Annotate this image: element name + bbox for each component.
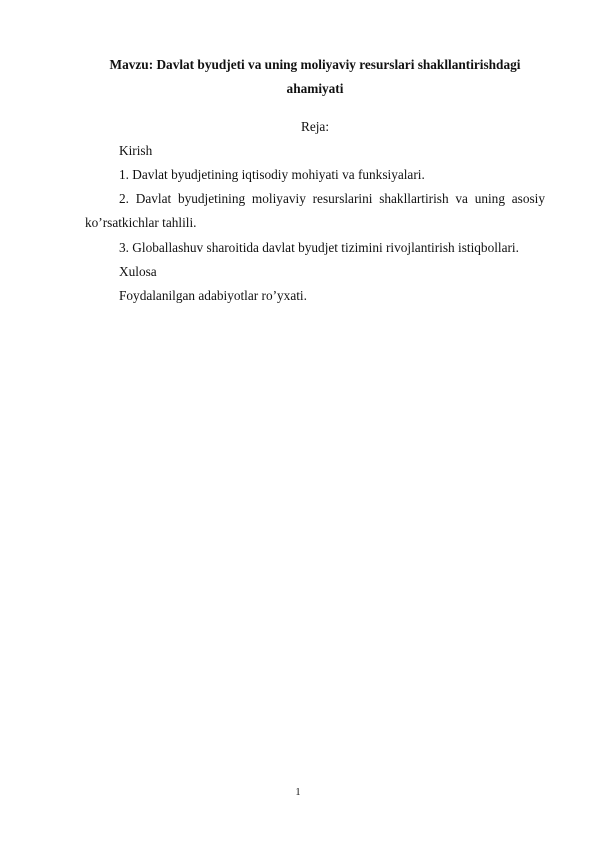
- plan-item-references: Foydalanilgan adabiyotlar ro’yxati.: [119, 288, 307, 303]
- plan-item-2: 2. Davlat byudjetining moliyaviy resurslarini shakllartirish va uning asosiy: [119, 191, 545, 206]
- plan-item-conclusion: Xulosa: [119, 264, 157, 279]
- page-number: 1: [295, 787, 301, 798]
- plan-item-introduction: Kirish: [119, 143, 153, 158]
- document-title-line-2: ahamiyati: [286, 81, 344, 96]
- plan-heading: Reja:: [300, 119, 330, 134]
- document-title-line-1: Mavzu: Davlat byudjeti va uning moliyaviy resurslari shakllantirishdagi: [109, 57, 521, 72]
- plan-item-2-continuation: ko’rsatkichlar tahlili.: [85, 215, 197, 230]
- plan-item-1: 1. Davlat byudjetining iqtisodiy mohiyati va funksiyalari.: [119, 167, 425, 182]
- plan-item-3: 3. Globallashuv sharoitida davlat byudjet tizimini rivojlantirish istiqbollari.: [119, 240, 519, 255]
